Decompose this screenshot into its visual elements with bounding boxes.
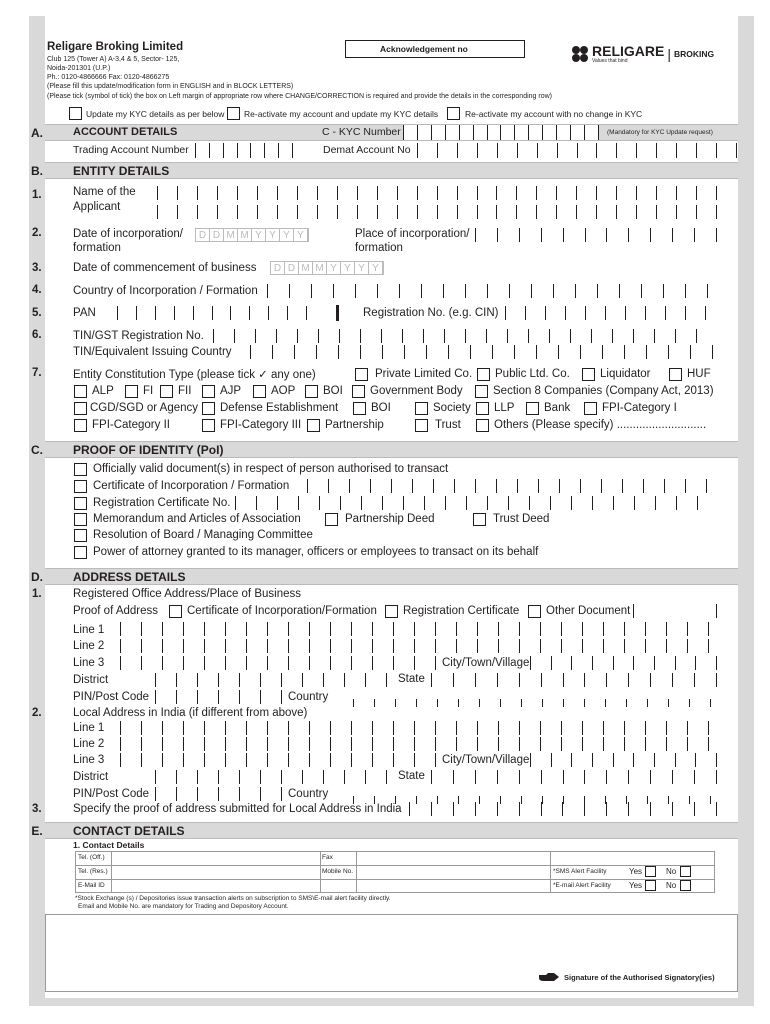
- government-body-label: Government Body: [370, 385, 463, 397]
- email-yes-checkbox[interactable]: [645, 880, 656, 891]
- local-country-label: Country: [288, 788, 329, 800]
- poi-ovd-checkbox[interactable]: [74, 463, 87, 476]
- poi-trust-checkbox[interactable]: [473, 513, 486, 526]
- reg-district-cells[interactable]: [155, 673, 395, 687]
- contact-col-divider-2: [320, 851, 321, 893]
- defense-checkbox[interactable]: [202, 402, 215, 415]
- defense-label: Defense Establishment: [220, 402, 339, 414]
- form-body: [31, 16, 738, 998]
- reg-line1-cells[interactable]: [120, 622, 717, 636]
- item-number: 2.: [32, 227, 42, 239]
- doi-date-cells[interactable]: D D M M Y Y Y Y: [195, 228, 309, 242]
- demat-account-cells[interactable]: [417, 143, 737, 158]
- account-details-title: ACCOUNT DETAILS: [73, 126, 178, 138]
- society-label: Society: [433, 402, 471, 414]
- poi-resolution-label: Resolution of Board / Managing Committee: [93, 529, 313, 541]
- logo-tagline: Values that bind: [592, 57, 628, 64]
- local-district-cells[interactable]: [155, 770, 395, 784]
- contact-details-title: CONTACT DETAILS: [73, 824, 185, 838]
- update-kyc-checkbox[interactable]: [69, 107, 82, 120]
- poi-moa-checkbox[interactable]: [74, 513, 87, 526]
- item-number: 1.: [32, 588, 42, 600]
- poi-label-2: formation: [355, 242, 403, 254]
- others-label: Others (Please specify) ............................: [494, 419, 707, 431]
- fi-checkbox[interactable]: [125, 385, 138, 398]
- reg-pin-label: PIN/Post Code: [73, 691, 150, 703]
- poi-registration-checkbox[interactable]: [74, 497, 87, 510]
- company-address-1: Club 125 (Tower A) A-3,4 & 5, Sector- 125,: [47, 56, 180, 63]
- reg-country-cells[interactable]: [285, 699, 717, 707]
- trust-label: Trust: [435, 419, 461, 431]
- tin-country-cells[interactable]: [250, 345, 717, 359]
- form-page: [29, 16, 754, 1006]
- government-body-checkbox[interactable]: [352, 385, 365, 398]
- fpi-cat-1-checkbox[interactable]: [584, 402, 597, 415]
- tin-label: TIN/GST Registration No.: [73, 330, 204, 342]
- public-ltd-checkbox[interactable]: [477, 368, 490, 381]
- contact-subtitle: 1. Contact Details: [73, 840, 145, 850]
- logo-brand: RELIGARE: [592, 42, 665, 59]
- contact-row-divider-1: [75, 865, 715, 866]
- doi-label-1: Date of incorporation/: [73, 228, 183, 240]
- poa-other-cells[interactable]: [633, 604, 717, 618]
- poa-other-label: Other Document: [546, 605, 631, 617]
- poi-trust-label: Trust Deed: [493, 513, 550, 525]
- contact-col-divider-3: [356, 851, 357, 893]
- signature-area: [538, 972, 715, 982]
- reg-district-label: District: [73, 674, 109, 686]
- country-cells[interactable]: [267, 284, 717, 298]
- reg-line3-cells[interactable]: [120, 656, 440, 670]
- llp-label: LLP: [494, 402, 515, 414]
- item-number: 4.: [32, 284, 42, 296]
- poi-certificate-label: Certificate of Incorporation / Formation: [93, 480, 290, 492]
- entity-details-title: ENTITY DETAILS: [73, 164, 170, 178]
- reg-line3-label: Line 3: [73, 657, 105, 669]
- sms-yes-label: Yes: [629, 867, 643, 876]
- tel-residence-label: Tel. (Res.): [78, 868, 108, 875]
- email-label: E-Mail ID: [78, 882, 105, 889]
- liquidator-label: Liquidator: [600, 368, 651, 380]
- section-e-letter: E.: [31, 824, 43, 838]
- poa-other-checkbox[interactable]: [528, 605, 541, 618]
- partnership-checkbox[interactable]: [307, 419, 320, 432]
- entity-type-label: Entity Constitution Type (please tick ✓ any one): [73, 369, 316, 381]
- contact-table: [75, 851, 715, 893]
- fpi-cat-2-checkbox[interactable]: [74, 419, 87, 432]
- poi-label-1: Place of incorporation/: [355, 228, 470, 240]
- applicant-name-row-1[interactable]: [157, 186, 717, 200]
- registration-label: Registration No. (e.g. CIN): [363, 307, 499, 319]
- poi-poa-label: Power of attorney granted to its manager, officers or employees to transact on its behalf: [93, 546, 539, 558]
- item-number: 3.: [32, 262, 42, 274]
- name-label-2: Applicant: [73, 201, 121, 213]
- reactivate-nochange-checkbox[interactable]: [447, 107, 460, 120]
- local-proof-label: Specify the proof of address submitted for Local Address in India: [73, 803, 402, 815]
- fpi-cat-3-label: FPI-Category III: [220, 419, 302, 431]
- poi-moa-label: Memorandum and Articles of Association: [93, 513, 301, 525]
- aop-checkbox[interactable]: [253, 385, 266, 398]
- poi-partnership-checkbox[interactable]: [325, 513, 338, 526]
- fii-label: FII: [178, 385, 192, 397]
- contact-row-divider-2: [75, 879, 715, 880]
- company-name: Religare Broking Limited: [47, 41, 184, 53]
- section-c-letter: C.: [31, 443, 43, 457]
- mandatory-note: (Mandatory for KYC Update request): [607, 129, 713, 136]
- address-details-title: ADDRESS DETAILS: [73, 570, 186, 584]
- cgd-sgd-checkbox[interactable]: [74, 402, 87, 415]
- registered-office-label: Registered Office Address/Place of Business: [73, 588, 301, 600]
- fpi-cat-2-label: FPI-Category II: [92, 419, 170, 431]
- ckyc-label: C - KYC Number: [322, 126, 401, 138]
- update-kyc-label: Update my KYC details as per below: [86, 109, 225, 119]
- section-d-letter: D.: [31, 570, 43, 584]
- company-phone: Ph.: 0120-4866666 Fax: 0120-4866275: [47, 74, 170, 81]
- local-pin-cells[interactable]: [155, 787, 285, 801]
- item-number: 6.: [32, 329, 42, 341]
- poi-certificate-cells[interactable]: [307, 479, 717, 493]
- society-checkbox[interactable]: [415, 402, 428, 415]
- email-yes-label: Yes: [629, 881, 643, 890]
- item-number: 7.: [32, 367, 42, 379]
- logo-division: BROKING: [673, 49, 715, 59]
- logo-divider: |: [667, 46, 671, 62]
- cgd-sgd-label: CGD/SGD or Agency: [90, 402, 199, 414]
- registration-cells[interactable]: [505, 306, 717, 320]
- fpi-cat-1-label: FPI-Category I: [602, 402, 677, 414]
- reactivate-nochange-label: Re-activate my account with no change in KYC: [465, 109, 643, 119]
- reactivate-update-checkbox[interactable]: [227, 107, 240, 120]
- local-district-label: District: [73, 771, 109, 783]
- reg-line2-label: Line 2: [73, 640, 105, 652]
- instruction-tick: (Please tick (symbol of tick) the box on Left margin of appropriate row where CHANGE/CORRECTION is required and provide the details in the corresponding row): [47, 93, 552, 100]
- section-b-letter: B.: [31, 164, 43, 178]
- company-address-2: Noida-201301 (U.P.): [47, 65, 111, 72]
- demat-account-label: Demat Account No: [323, 144, 411, 156]
- proof-of-address-label: Proof of Address: [73, 605, 159, 617]
- fi-label: FI: [143, 385, 154, 397]
- poi-resolution-checkbox[interactable]: [74, 529, 87, 542]
- poi-poa-checkbox[interactable]: [74, 546, 87, 559]
- local-line3-cells[interactable]: [120, 753, 440, 767]
- boi-label: BOI: [323, 385, 343, 397]
- signature-label: Signature of the Authorised Signatory(ies): [564, 972, 715, 982]
- huf-label: HUF: [687, 368, 711, 380]
- pan-separator: [336, 305, 339, 321]
- poi-partnership-label: Partnership Deed: [345, 513, 435, 525]
- poa-certificate-checkbox[interactable]: [169, 605, 182, 618]
- local-line2-cells[interactable]: [120, 737, 717, 751]
- acknowledgement-label: Acknowledgement no: [380, 44, 468, 54]
- fpi-cat-3-checkbox[interactable]: [202, 419, 215, 432]
- pan-cells[interactable]: [117, 306, 307, 320]
- ajp-checkbox[interactable]: [202, 385, 215, 398]
- item-number: 2.: [32, 707, 42, 719]
- item-number: 5.: [32, 307, 42, 319]
- reg-city-cells[interactable]: [530, 656, 717, 670]
- fii-checkbox[interactable]: [160, 385, 173, 398]
- local-city-label: City/Town/Village: [442, 754, 530, 766]
- clover-icon: [570, 44, 590, 64]
- email-alert-label: *E-mail Alert Facility: [553, 882, 611, 889]
- applicant-name-row-2[interactable]: [157, 205, 717, 219]
- reg-line1-label: Line 1: [73, 624, 105, 636]
- others-checkbox[interactable]: [476, 419, 489, 432]
- partnership-label: Partnership: [325, 419, 384, 431]
- local-state-label: State: [398, 770, 425, 782]
- huf-checkbox[interactable]: [669, 368, 682, 381]
- poi-registration-label: Registration Certificate No.: [93, 497, 231, 509]
- alp-checkbox[interactable]: [74, 385, 87, 398]
- liquidator-checkbox[interactable]: [582, 368, 595, 381]
- pointing-hand-icon: [538, 972, 560, 982]
- ajp-label: AJP: [220, 385, 242, 397]
- poi-registration-cells[interactable]: [235, 496, 717, 510]
- alert-note: *Stock Exchange (s) / Depositories issue transaction alerts on subscription to SMS\E-mail alert facility directly.: [75, 895, 391, 902]
- poi-title: PROOF OF IDENTITY (PoI): [73, 443, 224, 457]
- ckyc-cells[interactable]: [403, 125, 599, 140]
- mobile-label: Mobile No.: [322, 868, 354, 875]
- trust-checkbox[interactable]: [415, 419, 428, 432]
- poi-certificate-checkbox[interactable]: [74, 480, 87, 493]
- mandatory-contact-note: Email and Mobile No. are mandatory for Trading and Depository Account.: [78, 903, 289, 910]
- country-label: Country of Incorporation / Formation: [73, 285, 258, 297]
- tin-country-label: TIN/Equivalent Issuing Country: [73, 346, 232, 358]
- tin-cells[interactable]: [213, 329, 717, 343]
- alp-label: ALP: [92, 385, 114, 397]
- boi-2-checkbox[interactable]: [353, 402, 366, 415]
- reactivate-update-label: Re-activate my account and update my KYC details: [244, 109, 439, 119]
- reg-state-cells[interactable]: [431, 673, 717, 687]
- local-line1-cells[interactable]: [120, 721, 717, 735]
- local-city-cells[interactable]: [530, 753, 717, 767]
- local-line2-label: Line 2: [73, 738, 105, 750]
- reg-pin-cells[interactable]: [155, 690, 285, 704]
- commencement-date-cells[interactable]: D D M M Y Y Y Y: [270, 261, 384, 275]
- local-line1-label: Line 1: [73, 722, 105, 734]
- fax-label: Fax: [322, 854, 333, 861]
- sms-no-label: No: [666, 867, 677, 876]
- commencement-label: Date of commencement of business: [73, 262, 257, 274]
- local-state-cells[interactable]: [431, 770, 717, 784]
- reg-line2-cells[interactable]: [120, 639, 717, 653]
- reg-state-label: State: [398, 673, 425, 685]
- pan-label: PAN: [73, 307, 96, 319]
- doi-label-2: formation: [73, 242, 121, 254]
- llp-checkbox[interactable]: [476, 402, 489, 415]
- bank-label: Bank: [544, 402, 571, 414]
- sms-alert-label: *SMS Alert Facility: [553, 868, 607, 875]
- aop-label: AOP: [271, 385, 296, 397]
- reg-country-label: Country: [288, 691, 329, 703]
- boi-2-label: BOI: [371, 402, 391, 414]
- tel-office-label: Tel. (Off.): [78, 854, 105, 861]
- trading-account-label: Trading Account Number: [73, 144, 189, 156]
- section-8-checkbox[interactable]: [475, 385, 488, 398]
- sms-no-checkbox[interactable]: [680, 866, 691, 877]
- reg-city-label: City/Town/Village: [442, 657, 530, 669]
- private-ltd-label: Private Limited Co.: [375, 368, 473, 380]
- item-number: 3.: [32, 803, 42, 815]
- section-8-label: Section 8 Companies (Company Act, 2013): [493, 385, 714, 397]
- poi-ovd-label: Officially valid document(s) in respect of person authorised to transact: [93, 463, 449, 475]
- item-number: 1.: [32, 189, 42, 201]
- local-proof-cells[interactable]: [409, 802, 717, 816]
- contact-col-divider-1: [111, 851, 112, 893]
- name-label-1: Name of the: [73, 186, 136, 198]
- local-line3-label: Line 3: [73, 754, 105, 766]
- instruction-language: (Please fill this update/modification form in ENGLISH and in BLOCK LETTERS): [47, 83, 294, 90]
- private-ltd-checkbox[interactable]: [355, 368, 368, 381]
- poa-registration-checkbox[interactable]: [385, 605, 398, 618]
- contact-col-divider-4: [550, 851, 551, 893]
- bank-checkbox[interactable]: [526, 402, 539, 415]
- poi-cells[interactable]: [475, 228, 717, 242]
- trading-account-cells[interactable]: [195, 143, 293, 158]
- local-pin-label: PIN/Post Code: [73, 788, 150, 800]
- public-ltd-label: Public Ltd. Co.: [495, 368, 570, 380]
- email-no-label: No: [666, 881, 677, 890]
- boi-checkbox[interactable]: [305, 385, 318, 398]
- poa-certificate-label: Certificate of Incorporation/Formation: [187, 605, 377, 617]
- section-a-letter: A.: [31, 126, 43, 140]
- email-no-checkbox[interactable]: [680, 880, 691, 891]
- religare-logo: [570, 44, 714, 64]
- local-address-label: Local Address in India (if different from above): [73, 707, 308, 719]
- poa-registration-label: Registration Certificate: [403, 605, 520, 617]
- sms-yes-checkbox[interactable]: [645, 866, 656, 877]
